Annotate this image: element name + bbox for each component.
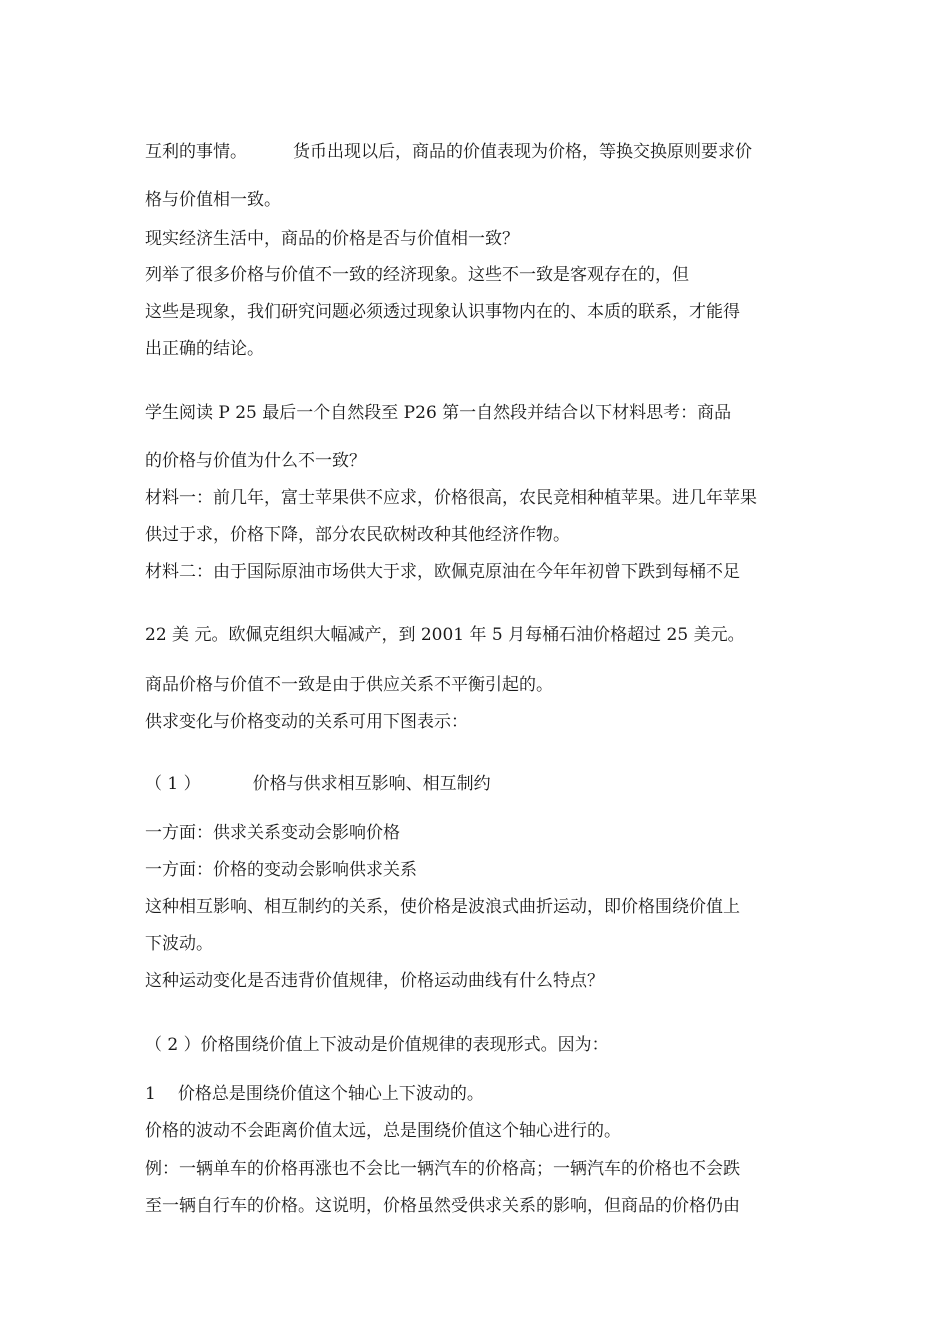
paragraph-line: 供过于求，价格下降，部分农民砍树改种其他经济作物。 xyxy=(145,525,570,545)
paragraph-line: 这种运动变化是否违背价值规律，价格运动曲线有什么特点？ xyxy=(145,971,604,991)
section-heading: （ 2 ）价格围绕价值上下波动是价值规律的表现形式。因为： xyxy=(145,1035,609,1055)
text-fragment: 货币出现以后，商品的价值表现为价格，等换交换原则要求价 xyxy=(293,142,752,162)
section-title: 价格与供求相互影响、相互制约 xyxy=(252,774,491,794)
section-number: （ 1 ） xyxy=(145,774,201,794)
paragraph-line: 材料一：前几年，富士苹果供不应求，价格很高，农民竞相种植苹果。进几年苹果 xyxy=(145,488,757,508)
paragraph-line: 的价格与价值为什么不一致？ xyxy=(145,451,366,471)
paragraph-line: 材料二：由于国际原油市场供大于求，欧佩克原油在今年年初曾下跌到每桶不足 xyxy=(145,562,740,582)
paragraph-line: 学生阅读 P 25 最后一个自然段至 P26 第一自然段并结合以下材料思考：商品 xyxy=(145,403,732,423)
paragraph-line: 22 美 元。欧佩克组织大幅减产，到 2001 年 5 月每桶石油价格超过 25 美元。 xyxy=(145,625,745,645)
point-text: 价格总是围绕价值这个轴心上下波动的。 xyxy=(177,1084,484,1104)
paragraph-line: 一方面：供求关系变动会影响价格 xyxy=(145,823,400,843)
section-heading xyxy=(145,773,825,795)
paragraph-line: 这种相互影响、相互制约的关系，使价格是波浪式曲折运动，即价格围绕价值上 xyxy=(145,897,740,917)
paragraph-line: 至一辆自行车的价格。这说明，价格虽然受供求关系的影响，但商品的价格仍由 xyxy=(145,1196,740,1216)
paragraph-line: 现实经济生活中，商品的价格是否与价值相一致？ xyxy=(145,229,519,249)
paragraph-line: 商品价格与价值不一致是由于供应关系不平衡引起的。 xyxy=(145,675,553,695)
paragraph-line: 这些是现象，我们研究问题必须透过现象认识事物内在的、本质的联系，才能得 xyxy=(145,302,740,322)
paragraph-line: 出正确的结论。 xyxy=(145,339,264,359)
paragraph-line: 例：一辆单车的价格再涨也不会比一辆汽车的价格高；一辆汽车的价格也不会跌 xyxy=(145,1159,740,1179)
paragraph-line: 一方面：价格的变动会影响供求关系 xyxy=(145,860,417,880)
paragraph-line: 供求变化与价格变动的关系可用下图表示： xyxy=(145,712,468,732)
point-number: 1 xyxy=(145,1084,156,1104)
paragraph-line: 格与价值相一致。 xyxy=(145,190,281,210)
paragraph-line: 列举了很多价格与价值不一致的经济现象。这些不一致是客观存在的，但 xyxy=(145,265,689,285)
numbered-point xyxy=(145,1083,825,1105)
paragraph-line: 下波动。 xyxy=(145,934,213,954)
text-fragment: 互利的事情。 xyxy=(145,142,247,162)
paragraph-line xyxy=(145,141,825,163)
paragraph-line: 价格的波动不会距离价值太远，总是围绕价值这个轴心进行的。 xyxy=(145,1121,621,1141)
